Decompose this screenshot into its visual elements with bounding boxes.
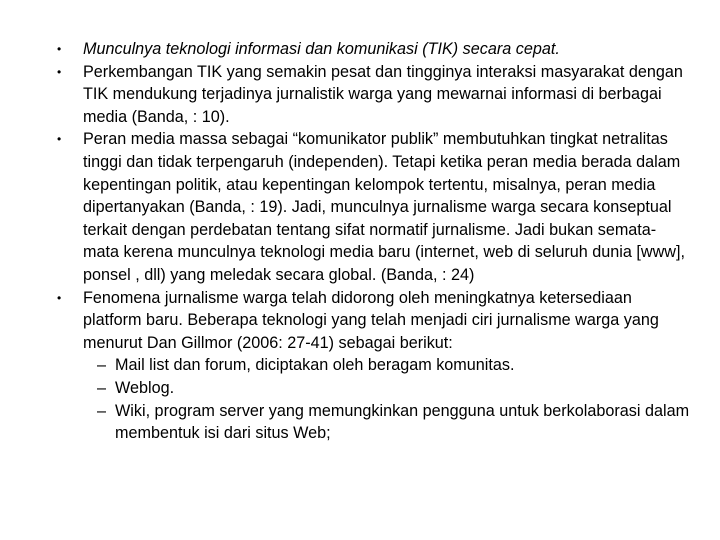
sub-list — [83, 354, 690, 444]
bullet-text: Munculnya teknologi informasi dan komunikasi (TIK) secara cepat. — [83, 40, 560, 58]
bullet-marker: • — [57, 132, 62, 147]
dash-marker: – — [97, 378, 107, 397]
bullet-item-2 — [0, 61, 720, 129]
dash-marker: – — [97, 401, 107, 420]
bullet-item-3 — [0, 128, 720, 286]
bullet-text: Fenomena jurnalisme warga telah didorong oleh meningkatnya ketersediaan platform baru. Beberapa teknologi yang telah menjadi ciri jurnalisme warga yang menurut Dan Gillmor (2006: 27-41) sebagai berikut: — [83, 288, 659, 352]
sub-item-text: Wiki, program server yang memungkinkan pengguna untuk berkolaborasi dalam membentuk isi dari situs Web; — [115, 401, 690, 443]
bullet-text: Peran media massa sebagai “komunikator publik” membutuhkan tingkat netralitas tinggi dan tidak terpengaruh (independen). Tetapi ketika peran media berada dalam kepentingan politik, atau kepentingan kelompok tertentu, misalnya, peran media dipertanyakan (Banda, : 19). Jadi, munculnya jurnalisme warga secara konseptual terkait dengan perdebatan tentang sifat normatif jurnalisme. Jadi bukan semata-mata kerena munculnya teknologi media baru (internet, web di seluruh dunia [www], ponsel , dll) yang meledak secara global. (Banda, : 24) — [83, 130, 685, 284]
bullet-text: Perkembangan TIK yang semakin pesat dan tingginya interaksi masyarakat dengan TIK mendukung terjadinya jurnalistik warga yang mewarnai informasi di berbagai media (Banda, : 10). — [83, 62, 683, 126]
sub-item-text: Weblog. — [115, 378, 175, 397]
bullet-marker: • — [57, 290, 62, 305]
sub-item-1 — [83, 354, 690, 377]
sub-item-2 — [83, 377, 690, 400]
dash-marker: – — [97, 356, 107, 375]
sub-item-text: Mail list dan forum, diciptakan oleh beragam komunitas. — [115, 356, 515, 375]
bullet-list — [0, 38, 720, 445]
sub-item-3 — [83, 400, 690, 445]
bullet-marker: • — [57, 42, 62, 56]
bullet-marker: • — [57, 64, 62, 79]
bullet-item-1 — [0, 38, 720, 61]
bullet-item-4 — [0, 287, 720, 445]
